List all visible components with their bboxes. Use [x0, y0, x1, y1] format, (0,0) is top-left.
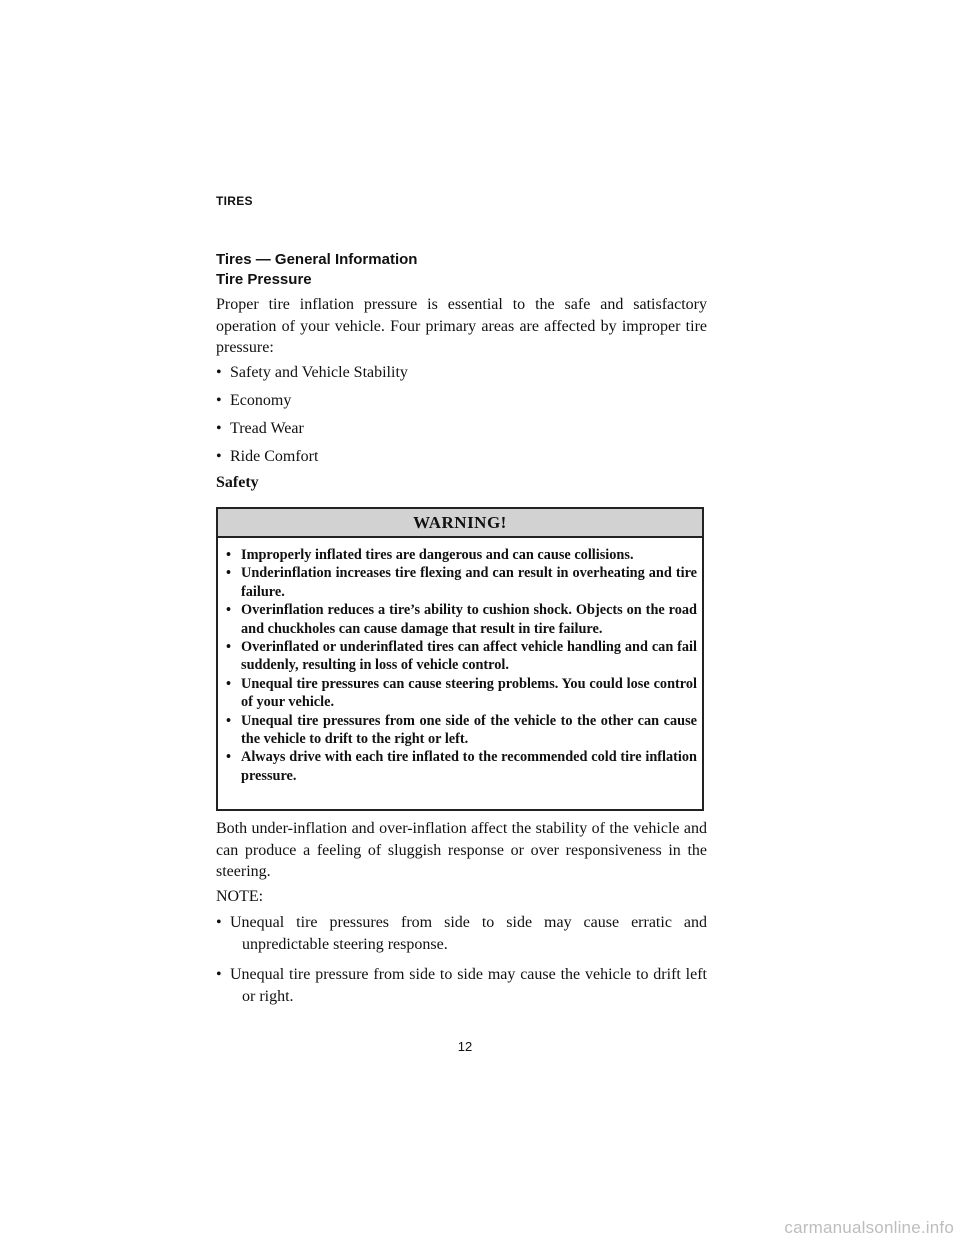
stability-paragraph: Both under-inflation and over-inflation affect the stability of the vehicle and can produce a feeling of sluggish response or over responsiveness in the steering.	[216, 820, 707, 880]
bullet-icon: •	[226, 547, 232, 563]
warning-item: • Overinflated or underinflated tires can affect vehicle handling and can fail suddenly, resulting in loss of vehicle control.	[226, 639, 697, 674]
warning-list	[218, 538, 702, 785]
list-item: • Tread Wear	[216, 420, 304, 437]
warning-item: • Overinflation reduces a tire’s ability to cushion shock. Objects on the road and chuckholes can cause damage that result in tire failure.	[226, 602, 697, 637]
bullet-icon: •	[226, 675, 232, 692]
bullet-icon: •	[216, 448, 222, 465]
bullet-icon: •	[216, 914, 222, 931]
warning-item: • Underinflation increases tire flexing and can result in overheating and tire failure.	[226, 565, 697, 600]
warning-item: • Improperly inflated tires are dangerous and can cause collisions.	[226, 547, 634, 563]
warning-item: • Unequal tire pressures from one side of the vehicle to the other can cause the vehicle to drift to the right or left.	[226, 712, 697, 748]
bullet-icon: •	[226, 712, 232, 729]
bullet-icon: •	[216, 364, 222, 381]
bullet-icon: •	[226, 565, 232, 582]
section-tag: TIRES	[216, 194, 253, 208]
safety-label: Safety	[216, 474, 259, 491]
warning-box	[216, 507, 704, 811]
warning-item: • Always drive with each tire inflated to the recommended cold tire inflation pressure.	[226, 749, 697, 784]
warning-title: WARNING!	[218, 509, 702, 538]
note-item: • Unequal tire pressures from side to side may cause erratic and unpredictable steering response.	[216, 914, 707, 953]
bullet-icon: •	[216, 966, 222, 983]
affected-areas-list	[216, 362, 707, 474]
page-subheading: Tire Pressure	[216, 271, 312, 288]
intro-paragraph: Proper tire inflation pressure is essential to the safe and satisfactory operation of your vehicle. Four primary areas are affected by improper tire pressure:	[216, 296, 707, 356]
warning-item: • Unequal tire pressures can cause steering problems. You could lose control of your vehicle.	[226, 675, 697, 711]
list-item: • Safety and Vehicle Stability	[216, 364, 408, 381]
list-item: • Economy	[216, 392, 292, 409]
note-label: NOTE:	[216, 888, 264, 905]
bullet-icon: •	[216, 392, 222, 409]
note-item: • Unequal tire pressure from side to side may cause the vehicle to drift left or right.	[216, 966, 707, 1005]
watermark: carmanualsonline.info	[784, 1218, 954, 1237]
page-heading: Tires — General Information	[216, 251, 418, 268]
notes-list	[216, 912, 707, 1016]
bullet-icon: •	[226, 639, 232, 656]
list-item: • Ride Comfort	[216, 448, 319, 465]
bullet-icon: •	[226, 602, 232, 619]
bullet-icon: •	[216, 420, 222, 437]
page-number: 12	[457, 1039, 473, 1054]
bullet-icon: •	[226, 749, 232, 766]
